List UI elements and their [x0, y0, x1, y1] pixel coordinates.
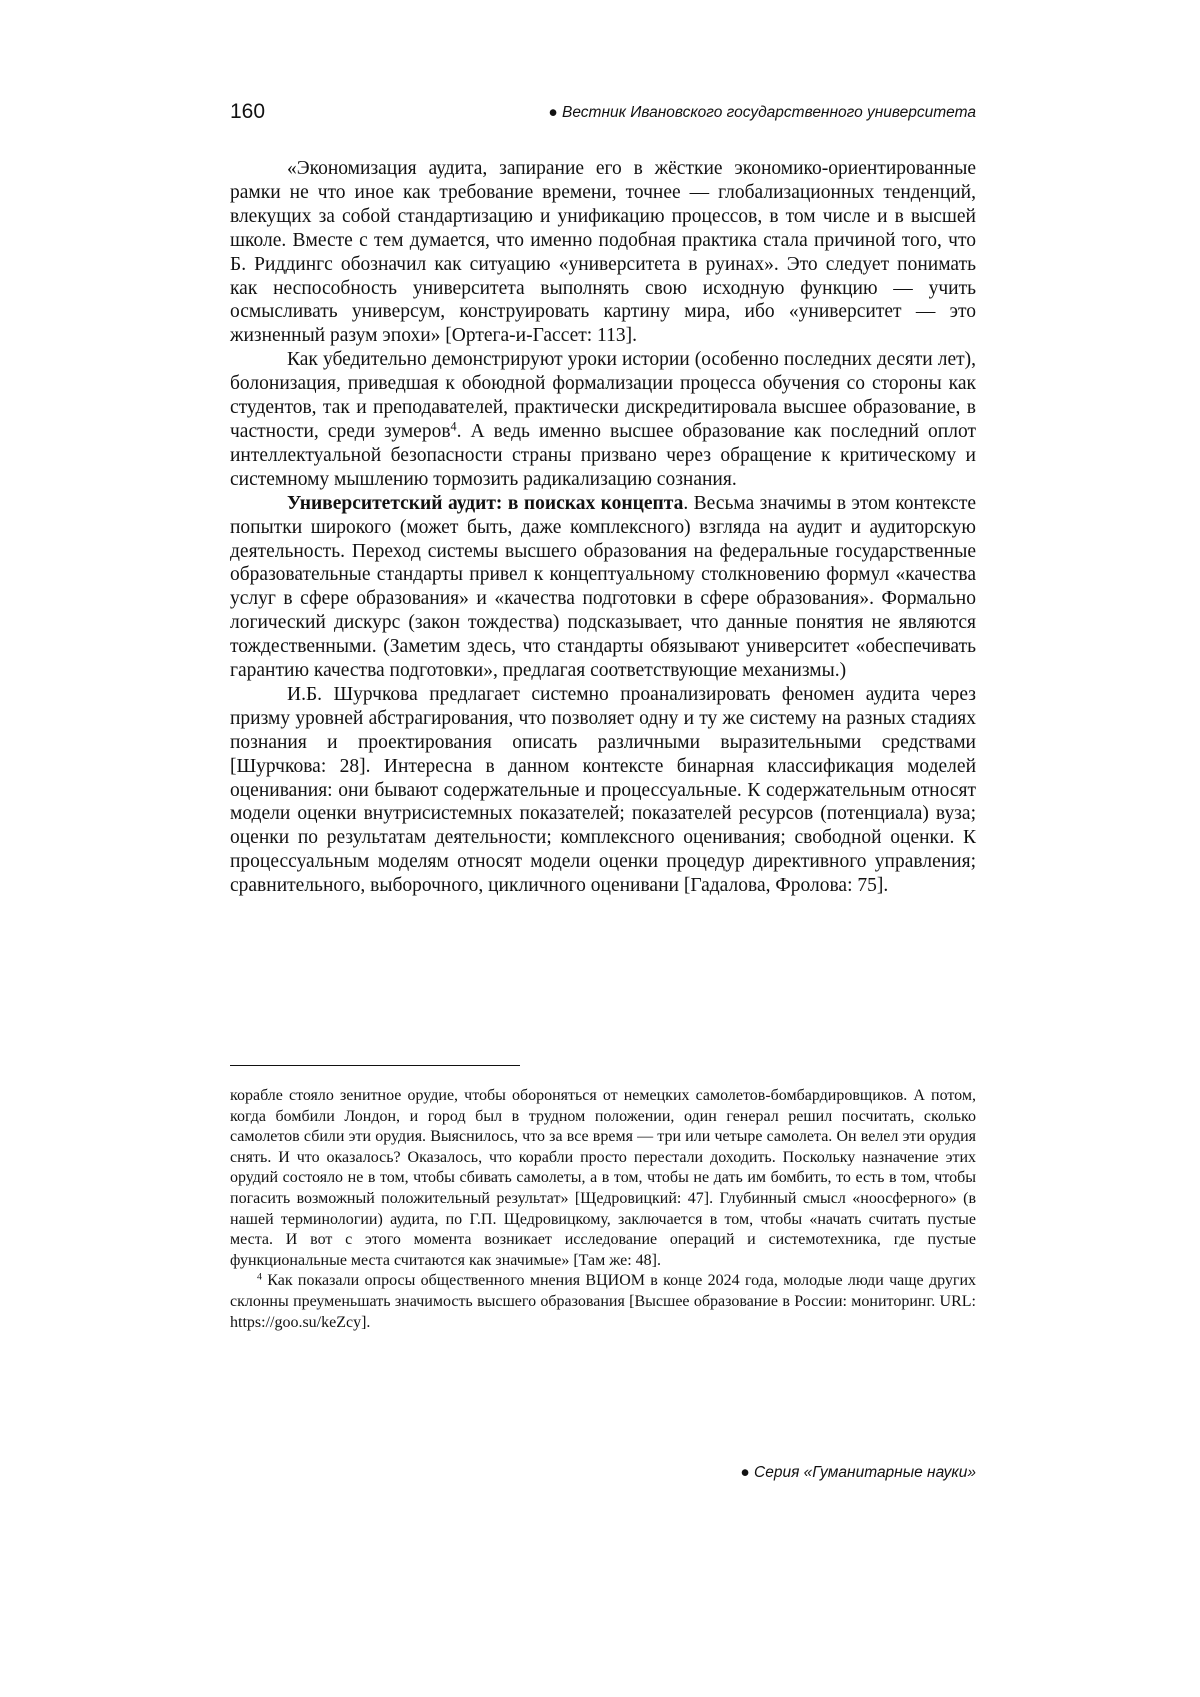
paragraph-text: И.Б. Шурчкова предлагает системно проанализировать феномен аудита через призму уровней абстрагирования, что позволяет одну и ту же систему на разных стадиях познания и проектирования описать различными выразительными средствами [Шурчкова: 28]. Интересна в данном контексте бинарная классификация моделей оценивания: они бывают содержательные и процессуальные. К содержательным относят модели оценки внутрисистемных показателей; показателей ресурсов (потенциала) вуза; оценки по результатам деятельности; комплексного оценивания; свободной оценки. К процессуальным моделям относят модели оценки процедур директивного управления; сравнительного, выборочного, цикличного оценивани [Гадалова, Фролова: 75]. [230, 683, 976, 897]
paragraph-text: Как убедительно демонстрируют уроки истории (особенно последних десяти лет), болонизация, приведшая к обоюдной формализации процесса обучения со стороны как студентов, так и преподавателей, практически дискредитировала высшее образование, в частности, среди зумеров [230, 349, 976, 442]
footnotes [230, 1086, 976, 1333]
section-heading: Университетский аудит: в поисках концепта [287, 492, 684, 514]
footnote-text: Как показали опросы общественного мнения ВЦИОМ в конце 2024 года, молодые люди чаще других склонны преуменьшать значимость высшего образования [Высшее образование в России: мониторинг. URL: https://goo.su/keZcy]. [230, 1272, 976, 1331]
paragraph [230, 348, 976, 491]
main-text [230, 157, 976, 898]
paragraph-text: . А ведь именно высшее образование как последний оплот интеллектуальной безопасности страны призвано через обращение к критическому и системному мышлению тормозить радикализацию сознания. [230, 420, 976, 490]
paragraph [230, 157, 976, 348]
footnote-marker: 4 [257, 1271, 262, 1283]
page-header [230, 100, 976, 130]
footnote-separator [230, 1065, 520, 1066]
paragraph [230, 683, 976, 898]
paragraph-text: «Экономизация аудита, запирание его в жёсткие экономико-ориентированные рамки не что иное как требование времени, точнее — глобализационных тенденций, влекущих за собой стандартизацию и унификацию процессов, в том числе и в высшей школе. Вместе с тем думается, что именно подобная практика стала причиной того, что Б. Риддингс обозначил как ситуацию «университета в руинах». Это следует понимать как неспособность университета выполнять свою исходную функцию — учить осмысливать универсум, конструировать картину мира, ибо «университет — это жизненный разум эпохи» [Ортега-и-Гассет: 113]. [230, 158, 976, 347]
footnote-text: корабле стояло зенитное орудие, чтобы обороняться от немецких самолетов-бомбардировщиков. А потом, когда бомбили Лондон, и город был в трудном положении, один генерал решил посчитать, сколько самолетов сбили эти орудия. Выяснилось, что за все время — три или четыре самолета. Он велел эти орудия снять. И что оказалось? Оказалось, что корабли просто перестали доходить. Поскольку назначение этих орудий состояло не в том, чтобы сбивать самолеты, а в том, чтобы не дать им бомбить, то есть в том, чтобы погасить возможный положительный результат» [Щедровицкий: 47]. Глубинный смысл «ноосферного» (в нашей терминологии) аудита, по Г.П. Щедровицкому, заключается в том, чтобы «начать считать пустые места. И вот с этого момента возникает исследование операций и системотехника, где пустые функциональные места считаются как значимые» [Там же: 48]. [230, 1087, 976, 1269]
paragraph-text: . Весьма значимы в этом контексте попытки широкого (может быть, даже комплексного) взгляда на аудит и аудиторскую деятельность. Переход системы высшего образования на федеральные государственные образовательные стандарты привел к концептуальному столкновению формул «качества услуг в сфере образования» и «качества подготовки в сфере образования». Формально логический дискурс (закон тождества) подсказывает, что данные понятия не являются тождественными. (Заметим здесь, что стандарты обязывают университет «обеспечивать гарантию качества подготовки», предлагая соответствующие механизмы.) [230, 492, 976, 682]
page-number: 160 [230, 100, 266, 123]
paragraph [230, 492, 976, 683]
page-footer: ● Серия «Гуманитарные науки» [740, 1464, 976, 1481]
running-head: ● Вестник Ивановского государственного университета [548, 104, 976, 121]
footnote-reference[interactable]: 4 [450, 419, 457, 434]
footnote-4 [230, 1271, 976, 1333]
footnote-3-continued [230, 1086, 976, 1271]
